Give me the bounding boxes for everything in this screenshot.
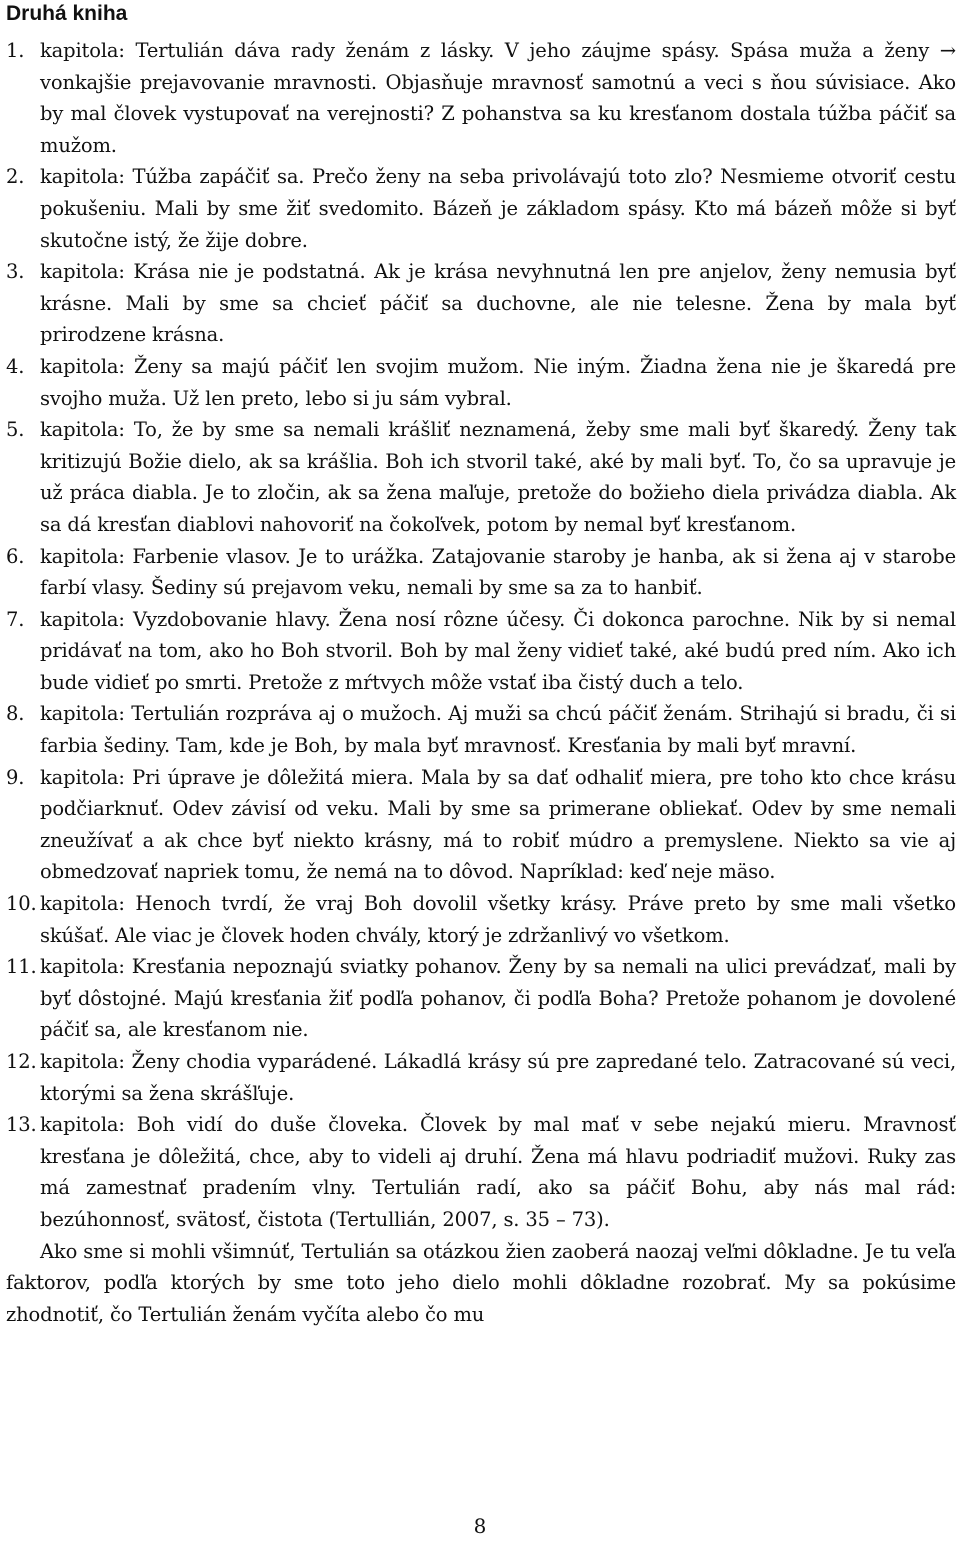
- list-item-number: 5.: [6, 418, 25, 442]
- list-item-text: kapitola: Tertulián dáva rady ženám z lásky. V jeho záujme spásy. Spása muža a ženy → vonkajšie prejavovanie mravnosti. Objasňuje mravnosť samotnú a veci s ňou súvisiace. Ako by mal človek vystupovať na verejnosti? Z pohanstva sa ku kresťanom dostala túžba páčiť sa mužom.: [40, 39, 956, 157]
- list-item-text: kapitola: Túžba zapáčiť sa. Prečo ženy na seba privolávajú toto zlo? Nesmieme otvoriť cestu pokušeniu. Mali by sme žiť svedomito. Bázeň je základom spásy. Kto má bázeň môže si byť skutočne istý, že žije dobre.: [40, 165, 956, 252]
- list-item-number: 9.: [6, 765, 25, 789]
- document-page: [6, 0, 956, 1330]
- list-item-number: 10.: [6, 892, 37, 916]
- list-item-number: 2.: [6, 165, 25, 189]
- list-item-text: kapitola: Pri úprave je dôležitá miera. Mala by sa dať odhaliť miera, pre toho kto chce krásu podčiarknuť. Odev závisí od veku. Mali by sme sa primerane obliekať. Odev by sme nemali zneužívať a ak chce byť niekto krásny, má to robiť múdro a premyslene. Niekto sa vie aj obmedzovať napriek tomu, že nemá na to dôvod. Napríklad: keď neje mäso.: [40, 765, 956, 884]
- list-item: [6, 762, 956, 888]
- list-item-text: kapitola: Vyzdobovanie hlavy. Žena nosí rôzne účesy. Či dokonca parochne. Nik by si nemal pridávať na tom, ako ho Boh stvoril. Boh by mal ženy vidieť také, aké budú pred ním. Ako ich bude vidieť po smrti. Pretože z mŕtvych môže vstať iba čistý duch a telo.: [40, 607, 956, 694]
- list-item-number: 1.: [6, 39, 25, 62]
- list-item-text: kapitola: Ženy chodia vyparádené. Lákadlá krásy sú pre zapredané telo. Zatracované sú veci, ktorými sa žena skrášľuje.: [40, 1050, 956, 1105]
- list-item-number: 11.: [6, 955, 37, 979]
- list-item-text: kapitola: Henoch tvrdí, že vraj Boh dovolil všetky krásy. Práve preto by sme mali všetko skúšať. Ale viac je človek hoden chvály, ktorý je zdržanlivý vo všetkom.: [40, 892, 956, 947]
- list-item-number: 12.: [6, 1050, 37, 1073]
- list-item: [6, 161, 956, 256]
- list-item: [6, 604, 956, 699]
- list-item-text: kapitola: Kresťania nepoznajú sviatky pohanov. Ženy by sa nemali na ulici prevádzať, mali by byť dôstojné. Majú kresťania žiť podľa pohanov, či podľa Boha? Pretože pohanom je dovolené páčiť sa, ale kresťanom nie.: [40, 955, 956, 1042]
- list-item: [6, 888, 956, 951]
- closing-paragraph: Ako sme si mohli všimnúť, Tertulián sa otázkou žien zaoberá naozaj veľmi dôkladne. Je tu veľa faktorov, podľa ktorých by sme toto jeho dielo mohli dôkladne rozobrať. My sa pokúsime zhodnotiť, čo Tertulián ženám vyčíta alebo čo mu: [6, 1239, 956, 1326]
- list-item-number: 3.: [6, 260, 25, 284]
- list-item-text: kapitola: Boh vidí do duše človeka. Človek by mal mať v sebe nejakú mieru. Mravnosť kresťana je dôležitá, chce, aby to videli aj druhí. Žena má hlavu podriadiť mužovi. Ruky zas má zamestnať pradením vlny. Tertulián radí, ako sa páčiť Bohu, aby nás mal rád: bezúhonnosť, svätosť, čistota (Tertullián, 2007, s. 35 – 73).: [40, 1113, 956, 1231]
- list-item: [6, 256, 956, 351]
- page-number: 8: [473, 1514, 487, 1538]
- list-item: [6, 698, 956, 761]
- list-item-text: kapitola: Krása nie je podstatná. Ak je krása nevyhnutná len pre anjelov, ženy nemusia byť krásne. Mali by sme sa chcieť páčiť sa duchovne, ale nie telesne. Žena by mala byť prirodzene krásna.: [40, 260, 956, 347]
- list-item: [6, 1046, 956, 1109]
- list-item-text: kapitola: Tertulián rozpráva aj o mužoch. Aj muži sa chcú páčiť ženám. Strihajú si bradu, či si farbia šediny. Tam, kde je Boh, by mala byť mravnosť. Kresťania by mali byť mravní.: [40, 702, 956, 758]
- list-item: [6, 951, 956, 1046]
- list-item: [6, 1109, 956, 1235]
- chapter-list: [6, 35, 956, 1236]
- list-item-text: kapitola: Ženy sa majú páčiť len svojim mužom. Nie iným. Žiadna žena nie je škaredá pre svojho muža. Už len preto, lebo si ju sám vybral.: [40, 354, 956, 410]
- list-item: [6, 541, 956, 604]
- list-item: [6, 351, 956, 414]
- list-item-number: 6.: [6, 544, 25, 568]
- list-item: [6, 414, 956, 540]
- list-item-number: 4.: [6, 354, 25, 378]
- list-item: [6, 35, 956, 161]
- list-item-number: 8.: [6, 702, 25, 726]
- list-item-number: 13.: [6, 1113, 37, 1137]
- list-item-text: kapitola: To, že by sme sa nemali krášliť neznamená, žeby sme mali byť škaredý. Ženy tak kritizujú Božie dielo, ak sa krášlia. Boh ich stvoril také, aké by mali byť. To, čo sa upravuje je už práca diabla. Je to zločin, ak sa žena maľuje, pretože do božieho diela privádza diabla. Ak sa dá kresťan diablovi nahovoriť na čokoľvek, potom by nemal byť kresťanom.: [40, 418, 956, 536]
- section-heading: Druhá kniha: [6, 2, 128, 25]
- list-item-number: 7.: [6, 607, 25, 631]
- list-item-text: kapitola: Farbenie vlasov. Je to urážka. Zatajovanie staroby je hanba, ak si žena aj v starobe farbí vlasy. Šediny sú prejavom veku, nemali by sme sa za to hanbiť.: [40, 544, 956, 600]
